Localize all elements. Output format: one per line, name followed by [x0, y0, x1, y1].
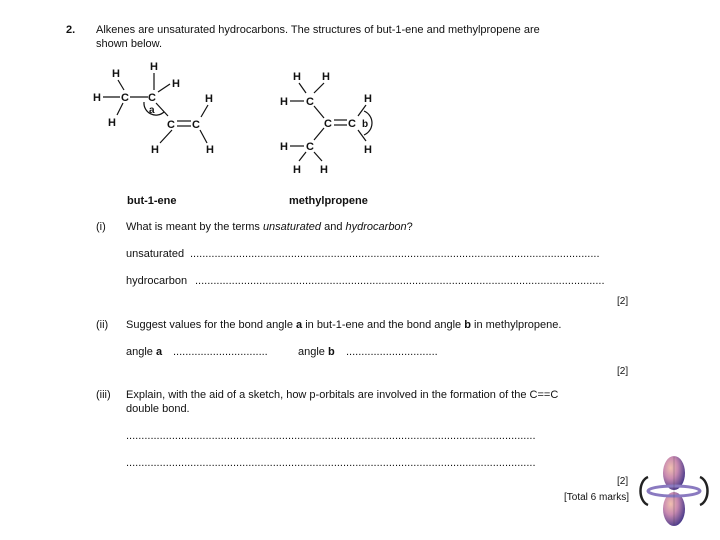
part-ii-question: Suggest values for the bond angle a in but-1-ene and the bond angle b in methylpropene.: [126, 319, 562, 331]
angle-b-answer-label: angle b: [298, 346, 335, 358]
atom-h: H: [320, 164, 328, 176]
methylpropene-name: methylpropene: [289, 195, 368, 207]
atom-h: H: [108, 117, 116, 129]
question-intro-line1: Alkenes are unsaturated hydrocarbons. The structures of but-1-ene and methylpropene are: [96, 24, 540, 36]
atom-c: C: [121, 92, 129, 104]
atom-c: C: [192, 119, 200, 131]
methylpropene-structure: [276, 66, 396, 178]
angle-a-answer-line[interactable]: ...............................: [173, 346, 268, 358]
atom-h: H: [322, 71, 330, 83]
question-intro-line2: shown below.: [96, 38, 163, 50]
atom-h: H: [93, 92, 101, 104]
part-i-marks: [2]: [617, 296, 629, 307]
answer-line-2[interactable]: ......................................................................................................................................: [126, 457, 536, 469]
atom-c: C: [306, 96, 314, 108]
atom-h: H: [280, 96, 288, 108]
part-i-question: What is meant by the terms unsaturated and hydrocarbon?: [126, 221, 413, 233]
atom-h: H: [172, 78, 180, 90]
atom-h: H: [364, 93, 372, 105]
part-iii-label: (iii): [96, 389, 111, 401]
answer-unsaturated-line[interactable]: ......................................................................................................................................: [190, 248, 600, 260]
total-marks: [Total 6 marks]: [564, 492, 630, 503]
part-i-label: (i): [96, 221, 106, 233]
atom-h: H: [206, 144, 214, 156]
answer-unsaturated-label: unsaturated: [126, 248, 185, 260]
part-ii-label: (ii): [96, 319, 109, 331]
atom-h: H: [364, 144, 372, 156]
atom-c: C: [348, 118, 356, 130]
atom-h: H: [293, 71, 301, 83]
p-orbital-illustration: [634, 455, 714, 527]
part-iii-marks: [2]: [617, 476, 629, 487]
part-iii-question-line1: Explain, with the aid of a sketch, how p-orbitals are involved in the formation of the C==C: [126, 389, 559, 401]
part-iii-question-line2: double bond.: [126, 403, 190, 415]
question-number: 2.: [66, 24, 76, 36]
angle-b-answer-line[interactable]: ..............................: [346, 346, 438, 358]
answer-line-1[interactable]: ......................................................................................................................................: [126, 430, 536, 442]
angle-a-answer-label: angle a: [126, 346, 163, 358]
atom-c: C: [306, 141, 314, 153]
part-ii-marks: [2]: [617, 366, 629, 377]
atom-h: H: [293, 164, 301, 176]
but-1-ene-name: but-1-ene: [127, 195, 177, 207]
atom-h: H: [280, 141, 288, 153]
atom-c: C: [167, 119, 175, 131]
atom-h: H: [151, 144, 159, 156]
atom-h: H: [112, 68, 120, 80]
atom-c: C: [324, 118, 332, 130]
angle-a-label: a: [149, 105, 155, 116]
angle-b-label: b: [362, 119, 369, 130]
but-1-ene-structure: [88, 56, 228, 156]
atom-h: H: [150, 61, 158, 73]
atom-h: H: [205, 93, 213, 105]
atom-c: C: [148, 92, 156, 104]
answer-hydrocarbon-line[interactable]: ......................................................................................................................................: [195, 275, 605, 287]
answer-hydrocarbon-label: hydrocarbon: [126, 275, 188, 287]
